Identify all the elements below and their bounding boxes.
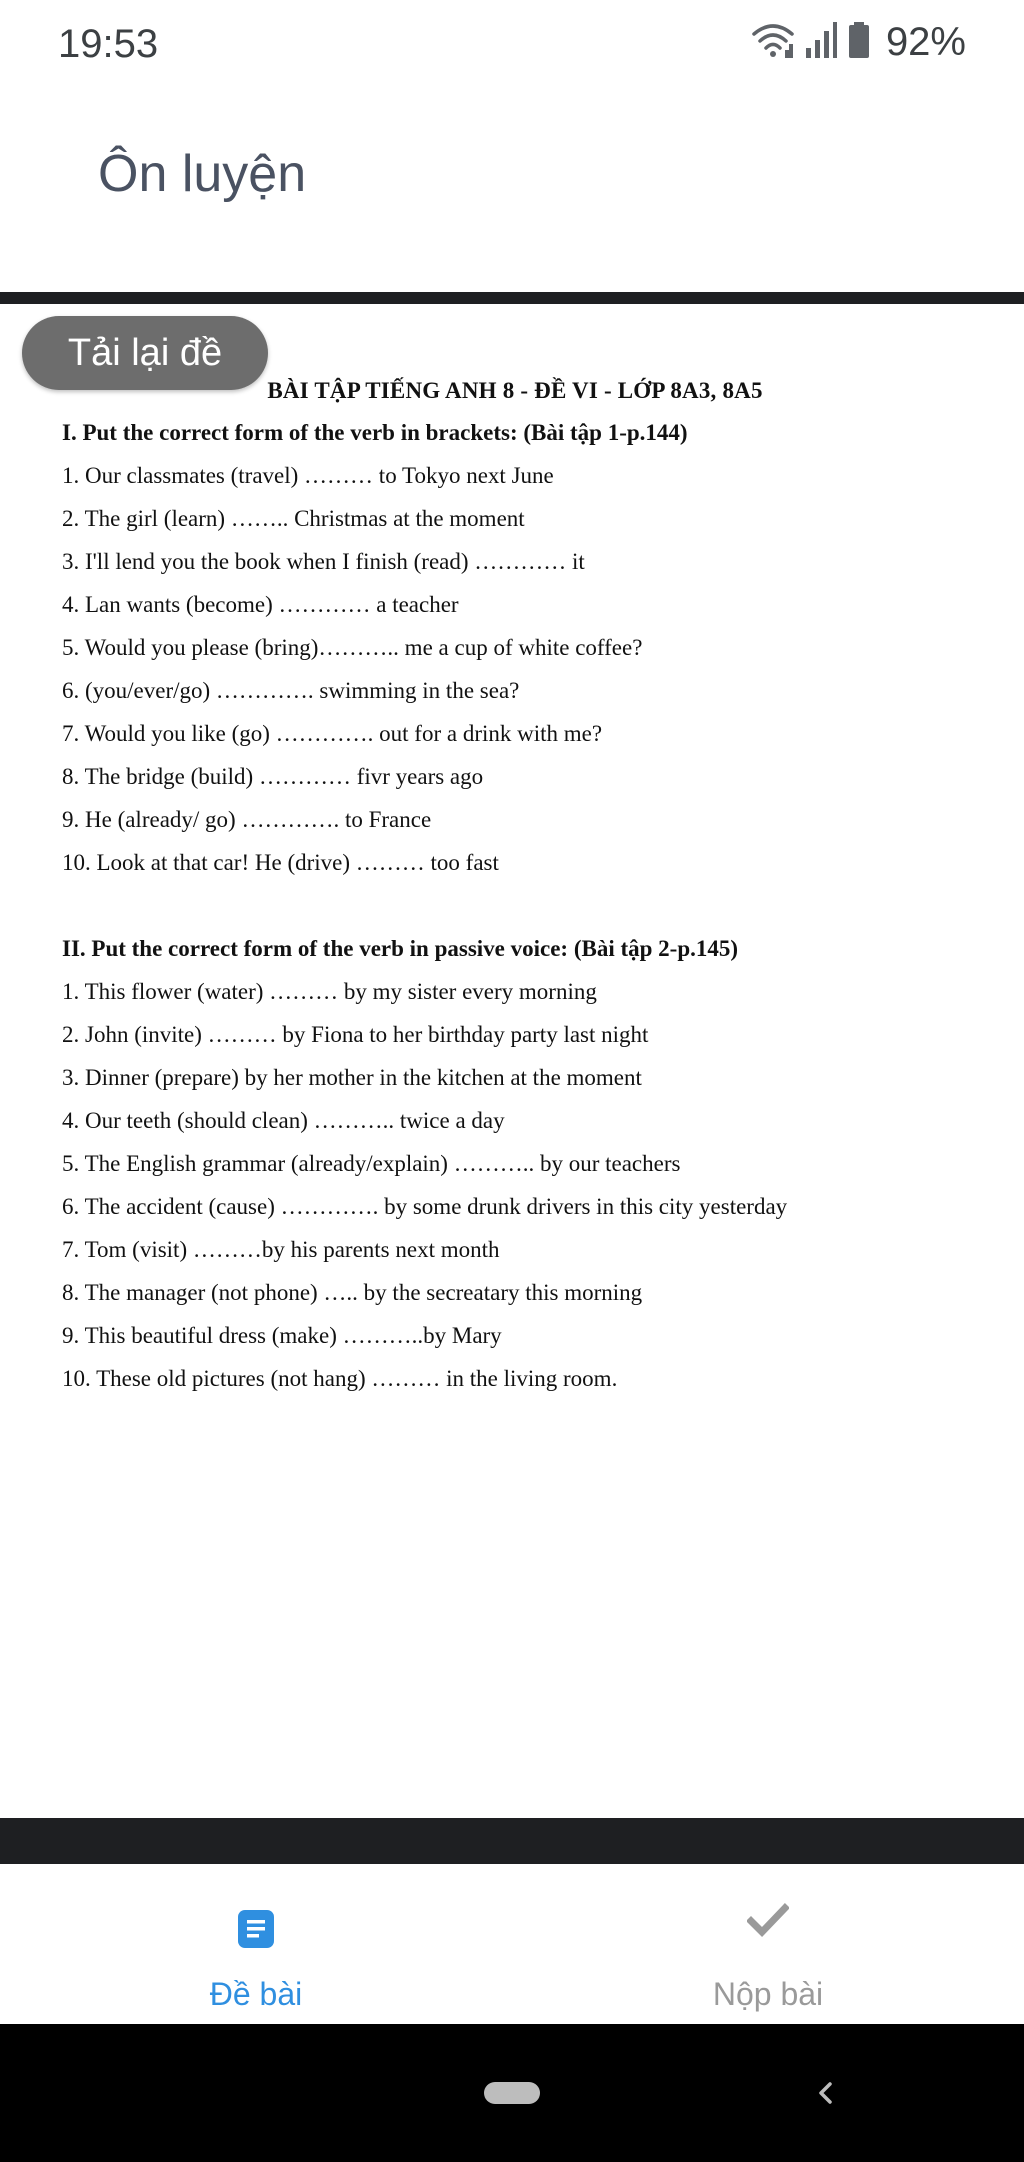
header-divider xyxy=(0,292,1024,304)
exercise-item: 9. This beautiful dress (make) ………..by Mary xyxy=(62,1323,502,1348)
app-header xyxy=(0,90,1024,290)
exercise-item: 10. These old pictures (not hang) ……… in the living room. xyxy=(62,1366,618,1391)
exercise-item: 3. I'll lend you the book when I finish (read) ………… it xyxy=(62,549,585,574)
exercise-item: 1. Our classmates (travel) ……… to Tokyo next June xyxy=(62,463,554,488)
checkmark-icon xyxy=(747,1902,789,1943)
exercise-item: 5. The English grammar (already/explain) ……….. by our teachers xyxy=(62,1151,681,1176)
tab-nop-bai-label: Nộp bài xyxy=(712,1976,824,2012)
bottom-nav xyxy=(0,1864,1024,2024)
exercise-item: 5. Would you please (bring)……….. me a cup of white coffee? xyxy=(62,635,643,660)
exercise-item: 6. (you/ever/go) …………. swimming in the sea? xyxy=(62,678,520,703)
document-icon xyxy=(236,1908,276,1955)
page-title: Ôn luyện xyxy=(98,145,307,203)
document-title: BÀI TẬP TIẾNG ANH 8 - ĐỀ VI - LỚP 8A3, 8A5 xyxy=(267,378,763,403)
bottom-dark-strip xyxy=(0,1818,1024,1864)
signal-icon xyxy=(804,20,838,65)
reload-exam-button[interactable]: Tải lại đề xyxy=(22,316,268,390)
status-time: 19:53 xyxy=(58,22,159,66)
exercise-item: 2. John (invite) ……… by Fiona to her birthday party last night xyxy=(62,1022,649,1047)
status-bar xyxy=(0,0,1024,90)
exercise-item: 6. The accident (cause) …………. by some drunk drivers in this city yesterday xyxy=(62,1194,788,1219)
exercise-item: 9. He (already/ go) …………. to France xyxy=(62,807,432,832)
tab-nop-bai[interactable] xyxy=(512,1864,1024,2024)
back-chevron-icon xyxy=(812,2068,838,2118)
exercise-item: 8. The manager (not phone) ….. by the secreatary this morning xyxy=(62,1280,643,1305)
exercise-item: 2. The girl (learn) …….. Christmas at the moment xyxy=(62,506,525,531)
exam-content[interactable] xyxy=(0,304,1024,1818)
back-button[interactable] xyxy=(812,2068,838,2118)
tab-de-bai[interactable] xyxy=(0,1864,512,2024)
section-1-heading: I. Put the correct form of the verb in brackets: (Bài tập 1-p.144) xyxy=(62,420,688,445)
system-nav-bar xyxy=(0,2024,1024,2162)
exercise-item: 10. Look at that car! He (drive) ……… too fast xyxy=(62,850,499,875)
exercise-item: 3. Dinner (prepare) by her mother in the kitchen at the moment xyxy=(62,1065,642,1090)
home-button[interactable] xyxy=(484,2082,540,2104)
section-2-heading: II. Put the correct form of the verb in passive voice: (Bài tập 2-p.145) xyxy=(62,936,739,961)
battery-percent: 92% xyxy=(885,20,966,64)
exercise-item: 4. Lan wants (become) ………… a teacher xyxy=(62,592,459,617)
exercise-item: 1. This flower (water) ……… by my sister every morning xyxy=(62,979,597,1004)
exercise-item: 7. Tom (visit) ………by his parents next month xyxy=(62,1237,500,1262)
tab-de-bai-label: Đề bài xyxy=(209,1976,303,2012)
wifi-icon xyxy=(752,20,794,65)
status-icons xyxy=(752,20,966,65)
exercise-item: 7. Would you like (go) …………. out for a drink with me? xyxy=(62,721,603,746)
exercise-item: 8. The bridge (build) ………… fivr years ago xyxy=(62,764,484,789)
exercise-item: 4. Our teeth (should clean) ……….. twice a day xyxy=(62,1108,505,1133)
battery-icon xyxy=(848,20,870,65)
